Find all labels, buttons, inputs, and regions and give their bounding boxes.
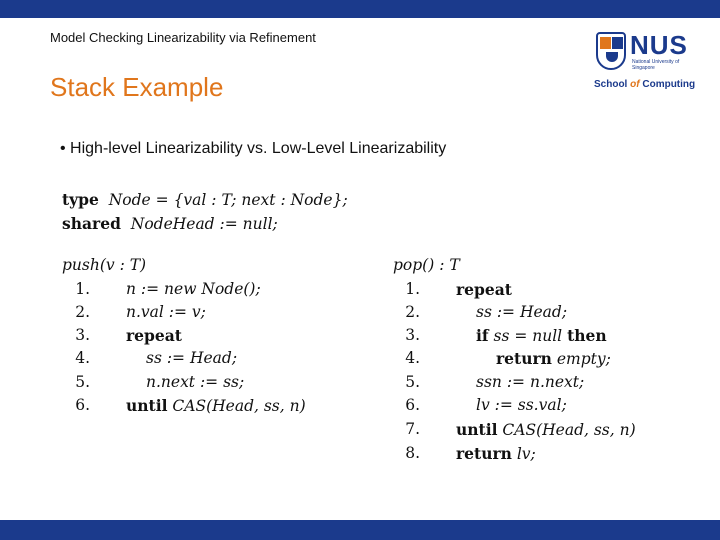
- top-bar: [0, 0, 720, 18]
- nus-crest-icon: [596, 32, 626, 70]
- pop-line: 3. if ss = null then: [405, 326, 607, 345]
- pop-line: 4. return empty;: [405, 349, 611, 368]
- slide-title: Stack Example: [50, 72, 224, 102]
- push-line: 3. repeat: [75, 326, 182, 345]
- push-line: 6. until CAS(Head, ss, n): [75, 396, 306, 415]
- push-line: 5. n.next := ss;: [75, 373, 245, 391]
- nus-logo: [592, 28, 702, 98]
- type-declaration: type Node = {val : T; next : Node};: [62, 190, 348, 209]
- bottom-bar: [0, 520, 720, 540]
- push-line: 1. n := new Node();: [75, 280, 261, 298]
- pop-line: 2. ss := Head;: [405, 303, 568, 321]
- pop-line: 6. lv := ss.val;: [405, 396, 567, 414]
- pop-line: 1. repeat: [405, 280, 512, 299]
- pop-signature: pop() : T: [393, 256, 460, 274]
- push-line: 2. n.val := v;: [75, 303, 206, 321]
- pop-line: 8. return lv;: [405, 444, 536, 463]
- logo-subtitle: National University of Singapore: [632, 59, 680, 71]
- pop-line: 5. ssn := n.next;: [405, 373, 585, 391]
- push-line: 4. ss := Head;: [75, 349, 238, 367]
- bullet-point: • High-level Linearizability vs. Low-Level Linearizability: [60, 140, 447, 157]
- shared-declaration: shared NodeHead := null;: [62, 214, 278, 233]
- pop-line: 7. until CAS(Head, ss, n): [405, 420, 636, 439]
- logo-name: NUS: [630, 30, 688, 60]
- school-name: School of Computing: [594, 79, 696, 90]
- push-signature: push(v : T): [62, 256, 147, 274]
- presentation-title: Model Checking Linearizability via Refinement: [50, 30, 316, 45]
